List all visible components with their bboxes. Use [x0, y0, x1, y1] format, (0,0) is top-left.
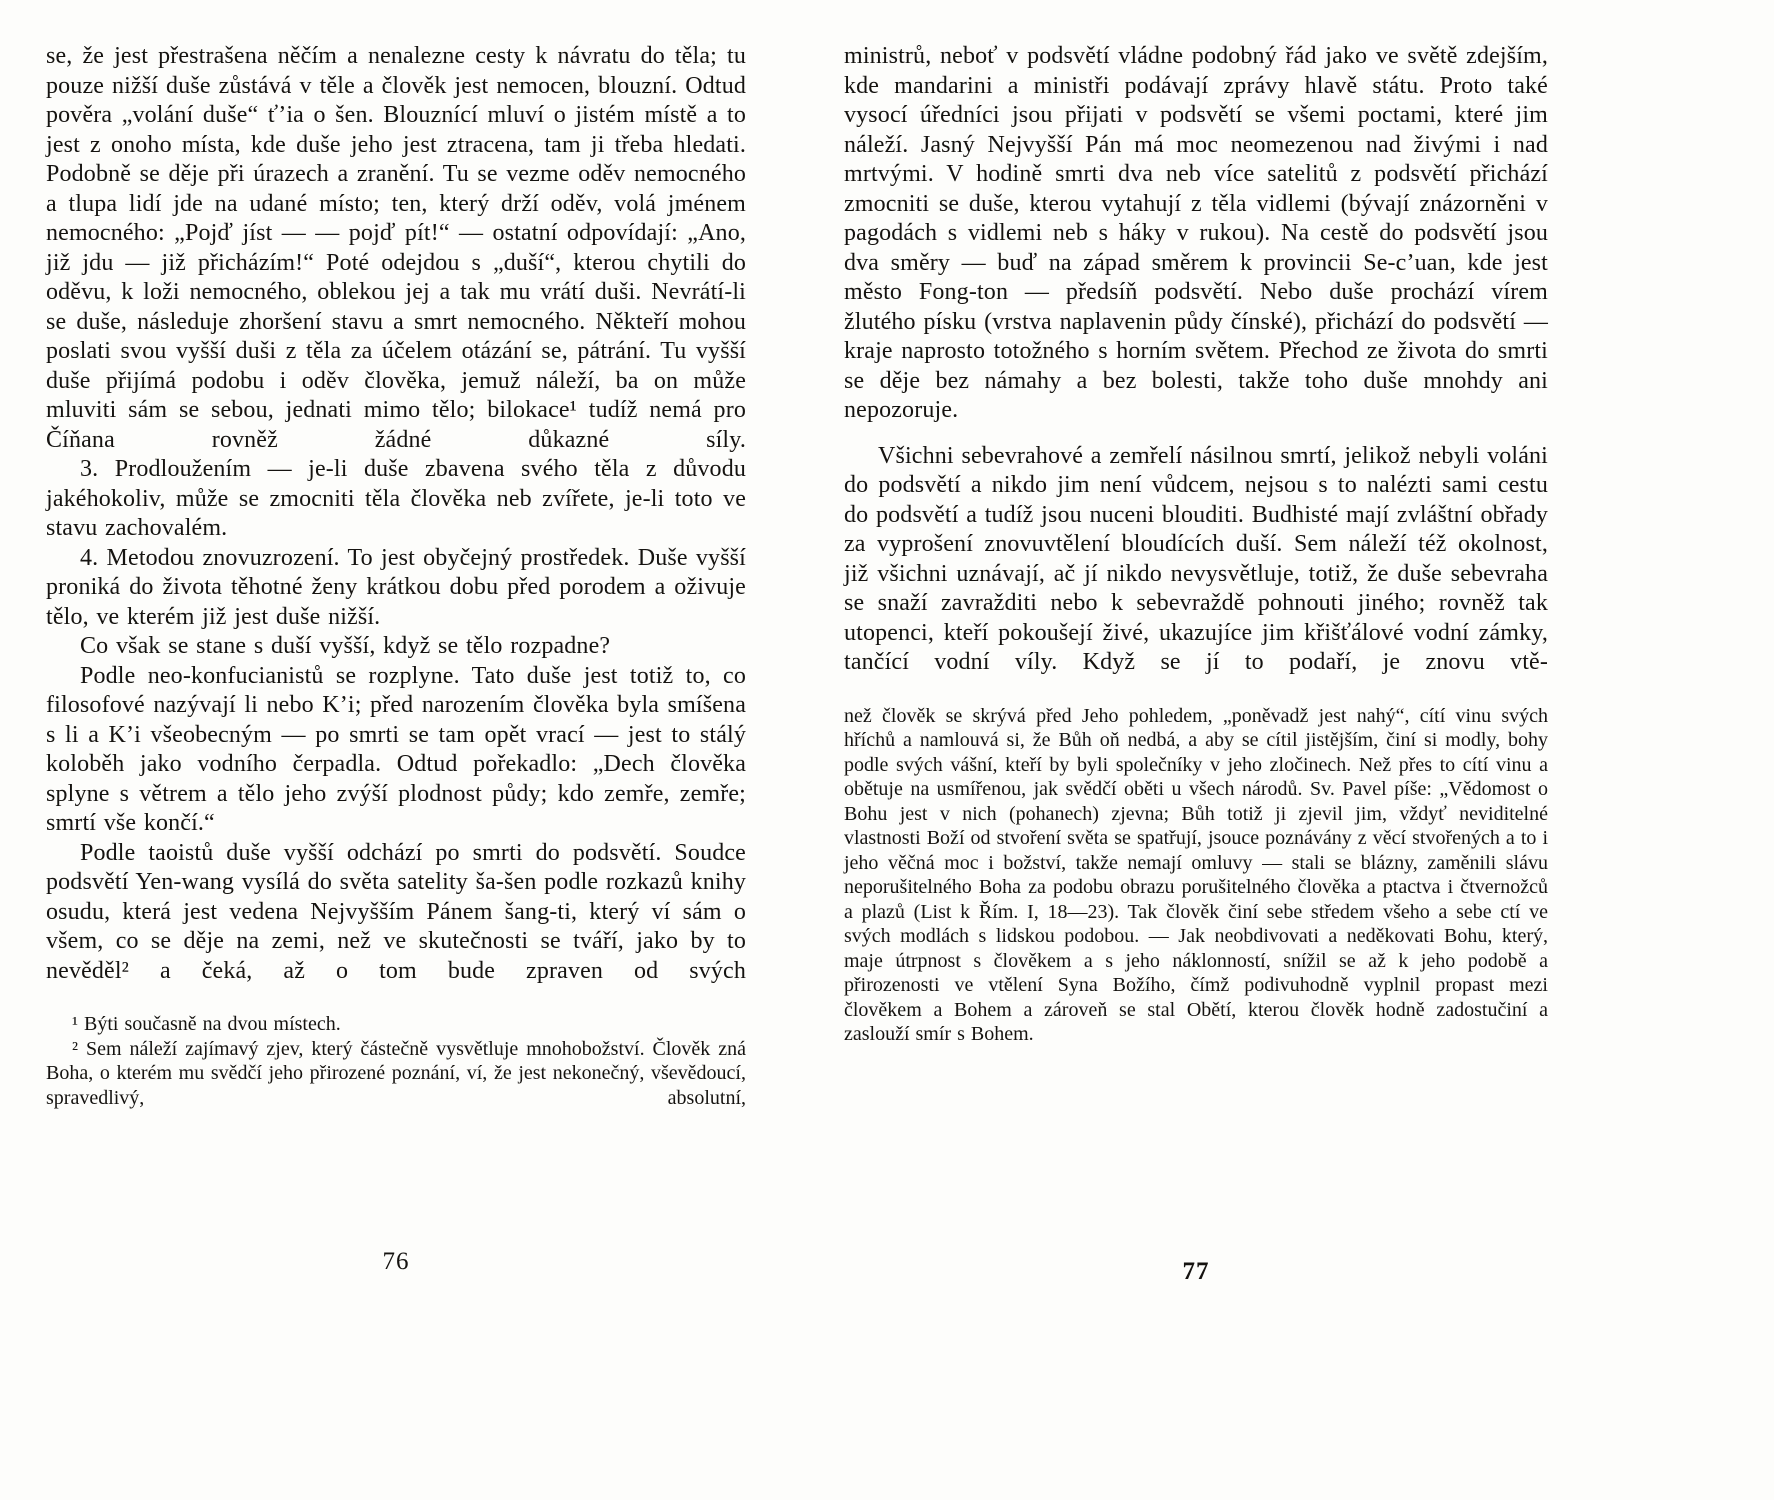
- page-number: 76: [382, 1248, 410, 1275]
- page-number: 77: [1182, 1258, 1210, 1285]
- paragraph: Všichni sebevrahové a zemřelí násilnou smrtí, jelikož nebyli voláni do podsvětí a nikdo jim není vůdcem, nejsou s to nalézti sami cestu do podsvětí a tudíž jsou nuceni blouditi. Budhisté mají zvláštní obřady za vyprošení znovuvtělení bloudících duší. Sem náleží též okolnost, již všichni uznávají, ač jí nikdo nevysvětluje, totiž, že duše sebevraha se snaží zavražditi nebo k sebevraždě pohnouti jiného; rovněž tak utopenci, kteří pokoušejí živé, ukazujíce jim křišťálové vodní zámky, tančící vodní víly. Když se jí to podaří, je znovu vtě-: [844, 442, 1548, 675]
- paragraph: Podle taoistů duše vyšší odchází po smrti do podsvětí. Soudce podsvětí Yen-wang vysílá do světa satelity ša-šen podle rozkazů knihy osudu, která jest vedena Nejvyšším Pánem šang-ti, který ví sám o všem, co se děje na zemi, než ve skutečnosti se tváří, jako by to nevěděl² a čeká, až o tom bude zpraven od svých: [46, 839, 746, 984]
- page-76: [46, 0, 746, 1500]
- page-77-body-text: [844, 42, 1548, 678]
- footnote: ² Sem náleží zajímavý zjev, který částečně vysvětluje mnohobožství. Člověk zná Boha, o kterém mu svědčí jeho přirozené poznání, ví, že jest nekonečný, vševědoucí, spravedlivý, absolutní,: [46, 1037, 746, 1109]
- page-76-footnotes: [46, 1012, 746, 1110]
- paragraph: ministrů, neboť v podsvětí vládne podobný řád jako ve světě zdejším, kde mandarini a ministři podávají zprávy hlavě státu. Proto také vysocí úředníci jsou přijati v podsvětí se všemi poctami, které jim náleží. Jasný Nejvyšší Pán má moc neomezenou nad živými i nad mrtvými. V hodině smrti dva neb více satelitů z podsvětí přichází zmocniti se duše, kterou vytahují z těla vidlemi (bývají znázorněni v pagodách s vidlemi neb s háky v rukou). Na cestě do podsvětí jsou dva směry — buď na západ směrem k provincii Se-c’uan, kde jest město Fong-ton — předsíň podsvětí. Nebo duše prochází vírem žlutého písku (vrstva naplavenin půdy čínské), přichází do podsvětí — kraje naprosto totožného s horním světem. Přechod ze života do smrti se děje bez námahy a bez bolesti, takže toho duše mnohdy ani nepozoruje.: [844, 43, 1548, 423]
- paragraph: se, že jest přestrašena něčím a nenalezne cesty k návratu do těla; tu pouze nižší duše zůstává v těle a člověk jest nemocen, blouzní. Odtud pověra „volání duše“ ť’ia o šen. Blouznící mluví o jistém místě a to jest z onoho místa, kde duše jeho jest ztracena, tam ji třeba hledati. Podobně se děje při úrazech a zranění. Tu se vezme oděv nemocného a tlupa lidí jde na udané místo; ten, který drží oděv, volá jménem nemocného: „Pojď jíst — — pojď pít!“ — ostatní odpovídají: „Ano, již jdu — již přicházím!“ Poté odejdou s „duší“, kterou chytili do oděvu, k loži nemocného, oblekou jej a tak mu vrátí duši. Nevrátí-li se duše, následuje zhoršení stavu a smrt nemocného. Někteří mohou poslati svou vyšší duši z těla za účelem otázání se, pátrání. Tu vyšší duše přijímá podobu i oděv člověka, jemuž náleží, ba on může mluviti sám se sebou, jednati mimo tělo; bilokace¹ tudíž nemá pro Číňana rovněž žádné důkazné síly.: [46, 43, 746, 453]
- footnote: než člověk se skrývá před Jeho pohledem, „poněvadž jest nahý“, cítí vinu svých hříchů a namlouvá si, že Bůh oň nedbá, a aby se cítil jistějším, činí si modly, bohy podle svých vášní, kteří by byli společníky v jeho zločinech. Než přes to cítí vinu a obětuje na usmířenou, jak svědčí oběti u všech národů. Sv. Pavel píše: „Vědomost o Bohu jest v nich (pohanech) zjevna; Bůh totiž ji zjevil jim, vždyť neviditelné vlastnosti Boží od stvoření světa se spatřují, jsouce poznávány z věcí stvořených a to i jeho věčná moc i božství, takže nemají omluvy — stali se blázny, zaměnili slávu neporušitelného Boha za podobu obrazu porušitelného člověka a ptactva i čtvernožců a plazů (List k Řím. I, 18—23). Tak člověk činí sebe středem všeho a sebe ctí ve svých modlách s lidskou podobou. — Jak neobdivovati a neděkovati Bohu, který, maje útrpnost s člověkem a s jeho náklonností, snížil se až k jeho podobě a přirozenosti ve vtělení Syna Božího, čímž podivuhodně vyplnil propast mezi člověkem a Bohem a zároveň se stal Obětí, kterou člověk hodně zadostučiní a zaslouží smír s Bohem.: [844, 704, 1548, 1045]
- paragraph: 4. Metodou znovuzrození. To jest obyčejný prostředek. Duše vyšší proniká do života těhotné ženy krátkou dobu před porodem a oživuje tělo, ve kterém již jest duše nižší.: [46, 544, 746, 630]
- page-77: [844, 0, 1548, 1500]
- footnote: ¹ Býti současně na dvou místech.: [72, 1013, 341, 1035]
- page-76-body-text: [46, 42, 746, 986]
- paragraph: Podle neo-konfucianistů se rozplyne. Tato duše jest totiž to, co filosofové nazývají li nebo K’i; před narozením člověka byla smíšena s li a K’i všeobecným — po smrti se tam opět vrací — jest to stálý koloběh jako vodního čerpadla. Odtud pořekadlo: „Dech člověka splyne s větrem a tělo jeho zvýší plodnost půdy; kdo zemře, zemře; smrtí vše končí.“: [46, 662, 746, 836]
- paragraph: Co však se stane s duší vyšší, když se tělo rozpadne?: [80, 633, 611, 659]
- paragraph: 3. Prodloužením — je-li duše zbavena svého těla z důvodu jakéhokoliv, může se zmocniti těla člověka neb zvířete, je-li toto ve stavu zachovalém.: [46, 456, 746, 541]
- page-77-footnotes: [844, 704, 1548, 1047]
